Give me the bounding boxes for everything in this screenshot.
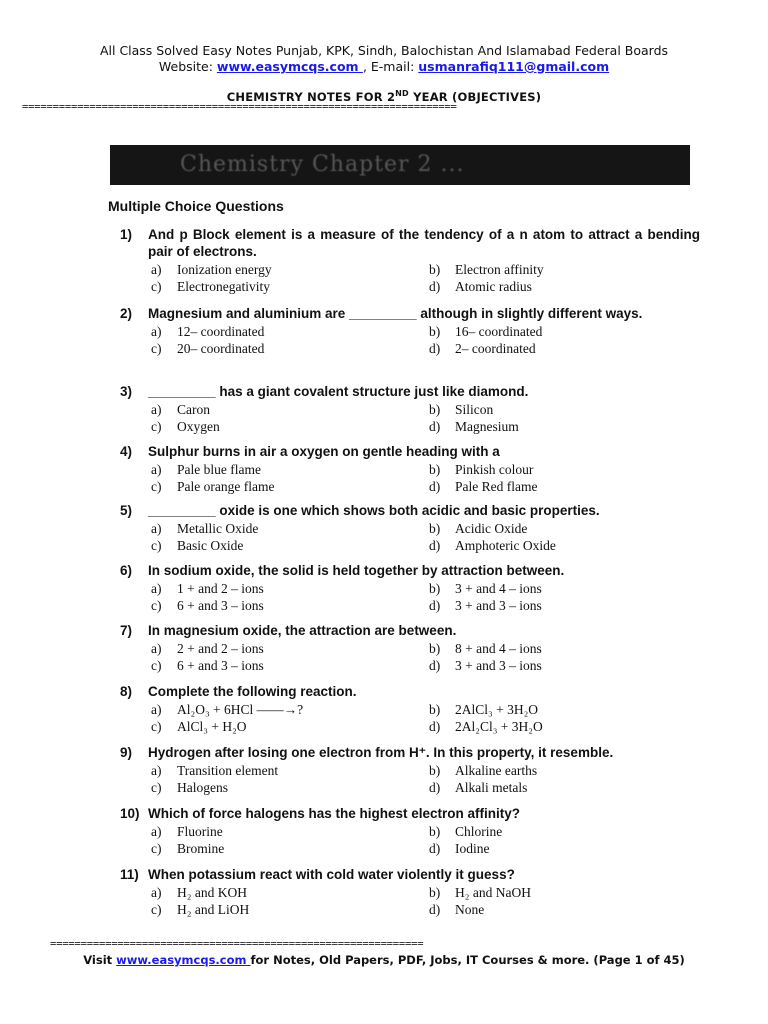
- answer-options: [151, 401, 700, 435]
- option-text: 16– coordinated: [455, 324, 543, 339]
- option-text: Pale Red flame: [455, 479, 538, 494]
- option-letter: a): [151, 824, 162, 839]
- option-text: Pale orange flame: [177, 479, 275, 494]
- option-text: Silicon: [455, 402, 494, 417]
- answer-options: [151, 580, 700, 614]
- question-stem: [120, 805, 700, 822]
- answer-option: [151, 884, 429, 901]
- answer-option: [151, 418, 429, 435]
- question-stem: [120, 562, 700, 579]
- option-letter: d): [429, 419, 441, 434]
- page-title-sup: ND: [395, 89, 409, 98]
- question-text: Which of force halogens has the highest electron affinity?: [148, 806, 521, 821]
- option-text: Caron: [177, 402, 210, 417]
- option-letter: a): [151, 521, 162, 536]
- question-item: [120, 866, 700, 918]
- question-item: [120, 744, 700, 796]
- answer-options: [151, 461, 700, 495]
- answer-option: [429, 520, 709, 537]
- option-text: Alkali metals: [455, 780, 528, 795]
- option-letter: a): [151, 885, 162, 900]
- question-text: Sulphur burns in air a oxygen on gentle heading with a: [148, 444, 500, 459]
- option-letter: b): [429, 641, 441, 656]
- option-letter: c): [151, 658, 162, 673]
- option-text: 2Al₂Cl₃ + 3H₂O: [455, 719, 543, 734]
- answer-option: [429, 323, 709, 340]
- footer-visit: Visit: [83, 953, 117, 967]
- option-text: Amphoteric Oxide: [455, 538, 556, 553]
- question-number: 9): [120, 745, 133, 760]
- answer-option: [429, 597, 709, 614]
- question-number: 11): [120, 867, 139, 882]
- footer-separator: =============================================================: [50, 938, 424, 950]
- answer-options: [151, 261, 700, 295]
- option-letter: c): [151, 719, 162, 734]
- question-text: Complete the following reaction.: [148, 684, 357, 699]
- option-letter: c): [151, 479, 162, 494]
- option-letter: c): [151, 279, 162, 294]
- question-item: [120, 562, 700, 614]
- question-number: 3): [120, 384, 133, 399]
- option-text: Metallic Oxide: [177, 521, 259, 536]
- section-title: Multiple Choice Questions: [108, 198, 284, 214]
- answer-option: [429, 640, 709, 657]
- question-number: 10): [120, 806, 140, 821]
- option-letter: a): [151, 462, 162, 477]
- answer-options: [151, 323, 700, 357]
- option-letter: c): [151, 419, 162, 434]
- answer-option: [151, 580, 429, 597]
- answer-option: [151, 478, 429, 495]
- question-stem: [120, 683, 700, 700]
- answer-option: [429, 901, 709, 918]
- question-stem: [120, 383, 700, 400]
- answer-options: [151, 701, 700, 735]
- answer-option: [429, 461, 709, 478]
- option-text: H₂ and NaOH: [455, 885, 531, 900]
- option-text: 6 + and 3 – ions: [177, 598, 264, 613]
- option-letter: a): [151, 262, 162, 277]
- answer-option: [151, 261, 429, 278]
- option-text: 2AlCl₃ + 3H₂O: [455, 702, 539, 717]
- answer-options: [151, 520, 700, 554]
- answer-options: [151, 762, 700, 796]
- option-letter: b): [429, 324, 441, 339]
- header-separator: =======================================================================: [22, 101, 457, 113]
- option-letter: d): [429, 538, 441, 553]
- answer-option: [151, 640, 429, 657]
- footer-link[interactable]: www.easymcqs.com: [116, 953, 251, 967]
- answer-option: [429, 537, 709, 554]
- answer-option: [151, 278, 429, 295]
- answer-option: [151, 779, 429, 796]
- option-letter: d): [429, 341, 441, 356]
- option-text: Transition element: [177, 763, 279, 778]
- question-text: In magnesium oxide, the attraction are between.: [148, 623, 457, 638]
- option-text: None: [455, 902, 485, 917]
- question-number: 2): [120, 306, 133, 321]
- question-item: [120, 805, 700, 857]
- answer-option: [429, 823, 709, 840]
- option-letter: d): [429, 598, 441, 613]
- option-letter: c): [151, 341, 162, 356]
- option-text: 8 + and 4 – ions: [455, 641, 542, 656]
- answer-option: [151, 401, 429, 418]
- option-text: Electronegativity: [177, 279, 270, 294]
- option-text: H₂ and KOH: [177, 885, 247, 900]
- option-text: H₂ and LiOH: [177, 902, 250, 917]
- option-text: 3 + and 3 – ions: [455, 598, 542, 613]
- option-letter: b): [429, 763, 441, 778]
- option-letter: d): [429, 841, 441, 856]
- answer-option: [429, 762, 709, 779]
- answer-option: [151, 718, 429, 735]
- option-text: Chlorine: [455, 824, 503, 839]
- answer-options: [151, 640, 700, 674]
- answer-option: [429, 840, 709, 857]
- option-letter: d): [429, 479, 441, 494]
- option-letter: a): [151, 324, 162, 339]
- email-link[interactable]: usmanrafiq111@gmail.com: [418, 59, 610, 74]
- answer-option: [151, 840, 429, 857]
- answer-option: [429, 278, 709, 295]
- answer-option: [429, 657, 709, 674]
- answer-option: [429, 340, 709, 357]
- option-text: Atomic radius: [455, 279, 532, 294]
- answer-option: [429, 580, 709, 597]
- question-item: [120, 683, 700, 735]
- footer: [0, 953, 768, 967]
- option-text: 3 + and 3 – ions: [455, 658, 542, 673]
- option-letter: a): [151, 581, 162, 596]
- answer-option: [151, 323, 429, 340]
- answer-option: [151, 823, 429, 840]
- option-letter: b): [429, 702, 441, 717]
- answer-option: [151, 901, 429, 918]
- answer-options: [151, 823, 700, 857]
- option-letter: c): [151, 598, 162, 613]
- answer-option: [429, 779, 709, 796]
- question-stem: [120, 866, 700, 883]
- option-text: 6 + and 3 – ions: [177, 658, 264, 673]
- option-text: Bromine: [177, 841, 225, 856]
- question-stem: [120, 744, 700, 761]
- question-item: [120, 443, 700, 495]
- option-text: Ionization energy: [177, 262, 272, 277]
- header-boards-line: All Class Solved Easy Notes Punjab, KPK, Sindh, Balochistan And Islamabad Federal Boards: [99, 43, 669, 58]
- footer-text: for Notes, Old Papers, PDF, Jobs, IT Courses & more. (Page 1 of 45): [250, 953, 685, 967]
- option-text: Magnesium: [455, 419, 519, 434]
- answer-option: [429, 401, 709, 418]
- answer-option: [151, 461, 429, 478]
- option-text: 12– coordinated: [177, 324, 265, 339]
- question-item: [120, 383, 700, 435]
- option-text: Oxygen: [177, 419, 220, 434]
- option-letter: a): [151, 641, 162, 656]
- question-number: 5): [120, 503, 133, 518]
- option-text: Pale blue flame: [177, 462, 261, 477]
- option-text: Al₂O₃ + 6HCl ——→?: [177, 702, 304, 717]
- option-letter: c): [151, 841, 162, 856]
- option-text: AlCl₃ + H₂O: [177, 719, 247, 734]
- answer-option: [151, 597, 429, 614]
- answer-options: [151, 884, 700, 918]
- answer-option: [151, 340, 429, 357]
- question-text: When potassium react with cold water violently it guess?: [148, 867, 515, 882]
- answer-option: [151, 657, 429, 674]
- question-number: 8): [120, 684, 133, 699]
- option-letter: a): [151, 702, 162, 717]
- question-text: _________ has a giant covalent structure just like diamond.: [148, 384, 529, 399]
- answer-option: [429, 478, 709, 495]
- answer-option: [429, 718, 709, 735]
- option-letter: b): [429, 262, 441, 277]
- chapter-banner-text: Chemistry Chapter 2 ...: [180, 152, 465, 177]
- question-stem: [120, 502, 700, 519]
- answer-option: [151, 701, 429, 718]
- question-number: 7): [120, 623, 133, 638]
- question-text: In sodium oxide, the solid is held together by attraction between.: [148, 563, 565, 578]
- option-text: Alkaline earths: [455, 763, 538, 778]
- option-letter: d): [429, 279, 441, 294]
- option-letter: b): [429, 462, 441, 477]
- page-title-pre: CHEMISTRY NOTES FOR 2: [226, 89, 396, 104]
- option-letter: d): [429, 780, 441, 795]
- page-title-post: YEAR (OBJECTIVES): [408, 89, 542, 104]
- answer-option: [151, 520, 429, 537]
- question-item: [120, 502, 700, 554]
- option-letter: c): [151, 902, 162, 917]
- option-letter: b): [429, 581, 441, 596]
- option-text: 2– coordinated: [455, 341, 536, 356]
- question-text: Magnesium and aluminium are _________ although in slightly different ways.: [148, 306, 643, 321]
- answer-option: [429, 701, 709, 718]
- option-text: Electron affinity: [455, 262, 544, 277]
- question-number: 1): [120, 227, 133, 242]
- answer-option: [151, 762, 429, 779]
- question-stem: [120, 443, 700, 460]
- option-letter: b): [429, 885, 441, 900]
- question-item: [120, 622, 700, 674]
- option-letter: a): [151, 402, 162, 417]
- option-letter: b): [429, 824, 441, 839]
- option-text: Acidic Oxide: [455, 521, 528, 536]
- question-text: And p Block element is a measure of the tendency of a n atom to attract a bending pair of electrons.: [148, 227, 700, 259]
- option-letter: b): [429, 521, 441, 536]
- question-item: [120, 305, 700, 357]
- website-label: Website:: [158, 59, 217, 74]
- question-stem: [120, 622, 700, 639]
- option-text: Iodine: [455, 841, 490, 856]
- option-text: Fluorine: [177, 824, 223, 839]
- option-letter: c): [151, 538, 162, 553]
- option-letter: d): [429, 658, 441, 673]
- answer-option: [429, 418, 709, 435]
- email-label: , E-mail:: [362, 59, 419, 74]
- question-text: _________ oxide is one which shows both acidic and basic properties.: [148, 503, 600, 518]
- question-stem: [120, 305, 700, 322]
- option-letter: a): [151, 763, 162, 778]
- option-text: Basic Oxide: [177, 538, 244, 553]
- option-letter: c): [151, 780, 162, 795]
- option-text: 2 + and 2 – ions: [177, 641, 264, 656]
- answer-option: [429, 261, 709, 278]
- option-text: 3 + and 4 – ions: [455, 581, 542, 596]
- question-item: [120, 226, 700, 295]
- question-number: 4): [120, 444, 133, 459]
- option-letter: d): [429, 719, 441, 734]
- option-text: 1 + and 2 – ions: [177, 581, 264, 596]
- option-text: Pinkish colour: [455, 462, 534, 477]
- option-letter: b): [429, 402, 441, 417]
- option-text: Halogens: [177, 780, 228, 795]
- question-text: Hydrogen after losing one electron from H⁺. In this property, it resemble.: [148, 745, 614, 760]
- question-stem: [120, 226, 700, 260]
- answer-option: [151, 537, 429, 554]
- website-link[interactable]: www.easymcqs.com: [216, 59, 363, 74]
- question-number: 6): [120, 563, 133, 578]
- answer-option: [429, 884, 709, 901]
- option-letter: d): [429, 902, 441, 917]
- option-text: 20– coordinated: [177, 341, 265, 356]
